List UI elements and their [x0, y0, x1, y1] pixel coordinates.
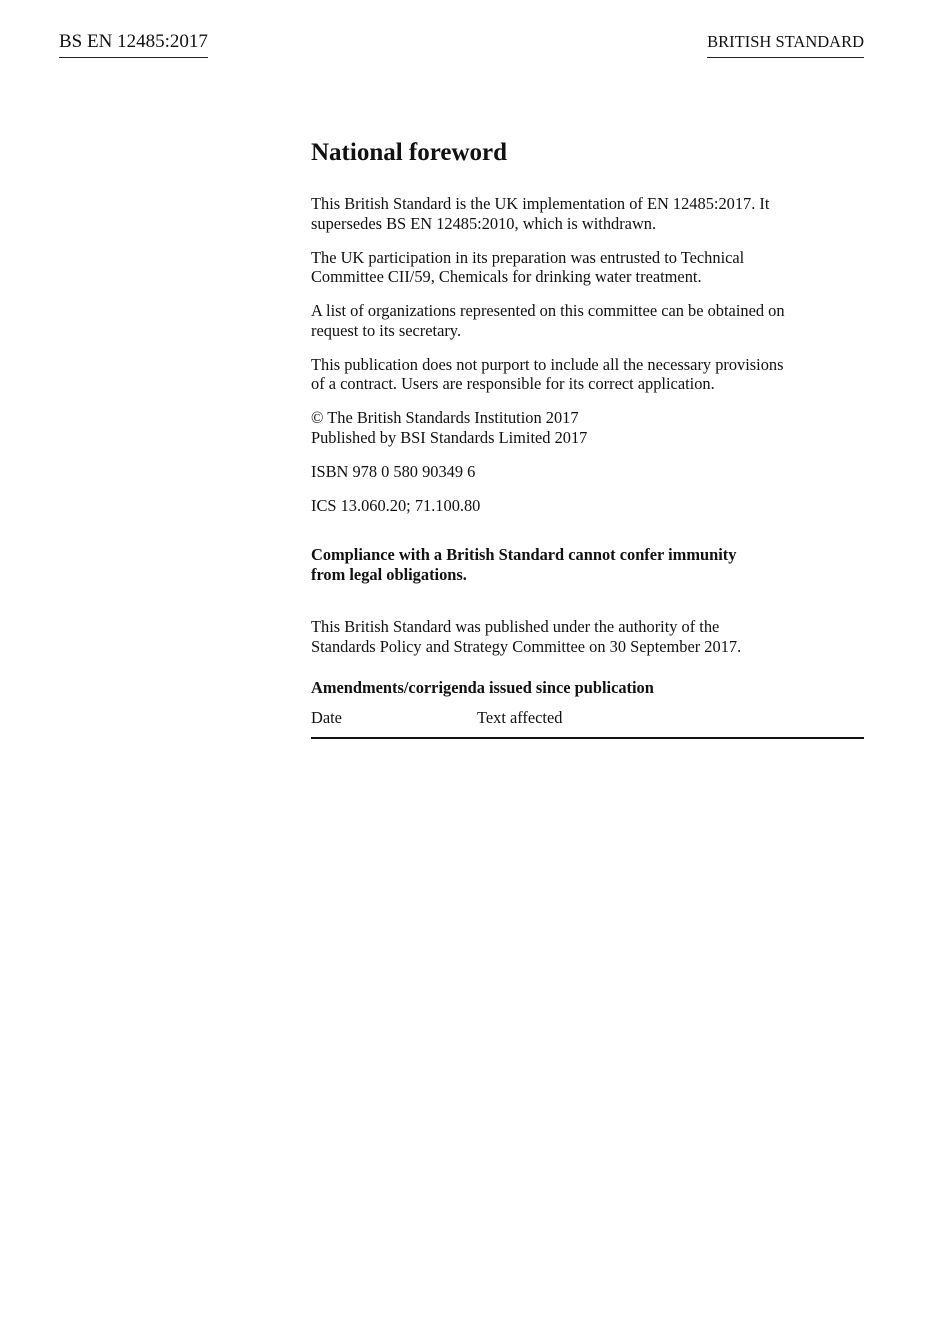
- paragraph-line: This British Standard is the UK implementation of EN 12485:2017. It: [311, 194, 770, 213]
- implementation-paragraph: [311, 194, 864, 233]
- paragraph-line: This publication does not purport to include all the necessary provisions: [311, 354, 784, 374]
- amendments-heading-text: Amendments/corrigenda issued since publication: [311, 678, 654, 697]
- page-title: National foreword: [311, 139, 508, 166]
- paragraph-line: from legal obligations.: [311, 564, 467, 584]
- foreword-section: [311, 138, 864, 739]
- organizations-paragraph: [311, 301, 864, 340]
- paragraph-line: The UK participation in its preparation was entrusted to Technical: [311, 247, 745, 267]
- paragraph-line: A list of organizations represented on this committee can be obtained on: [311, 301, 785, 320]
- paragraph-line: This British Standard was published under the authority of the: [311, 617, 720, 636]
- paragraph-line: supersedes BS EN 12485:2010, which is withdrawn.: [311, 213, 657, 233]
- document-id: BS EN 12485:2017: [59, 31, 208, 58]
- paragraph-line: Published by BSI Standards Limited 2017: [311, 427, 588, 447]
- text-affected-column-header: Text affected: [477, 707, 563, 727]
- amendments-table: [311, 708, 864, 740]
- paragraph-line: of a contract. Users are responsible for its correct application.: [311, 374, 715, 393]
- isbn-text: ISBN 978 0 580 90349 6: [311, 461, 476, 481]
- ics-text: ICS 13.060.20; 71.100.80: [311, 495, 481, 515]
- ics: [311, 496, 864, 516]
- paragraph-line: Compliance with a British Standard cannot confer immunity: [311, 545, 737, 564]
- date-column-header: Date: [311, 707, 342, 727]
- disclaimer-paragraph: [311, 355, 864, 394]
- document-category: BRITISH STANDARD: [707, 31, 864, 58]
- participation-paragraph: [311, 248, 864, 287]
- amendments-heading: [311, 678, 864, 698]
- paragraph-line: Standards Policy and Strategy Committee on 30 September 2017.: [311, 636, 742, 656]
- paragraph-line: © The British Standards Institution 2017: [311, 408, 579, 427]
- isbn: [311, 462, 864, 482]
- paragraph-line: Committee CII/59, Chemicals for drinking water treatment.: [311, 267, 702, 286]
- paragraph-line: request to its secretary.: [311, 320, 462, 340]
- compliance-notice: [311, 545, 864, 584]
- authority-paragraph: [311, 617, 864, 656]
- copyright-paragraph: [311, 408, 864, 447]
